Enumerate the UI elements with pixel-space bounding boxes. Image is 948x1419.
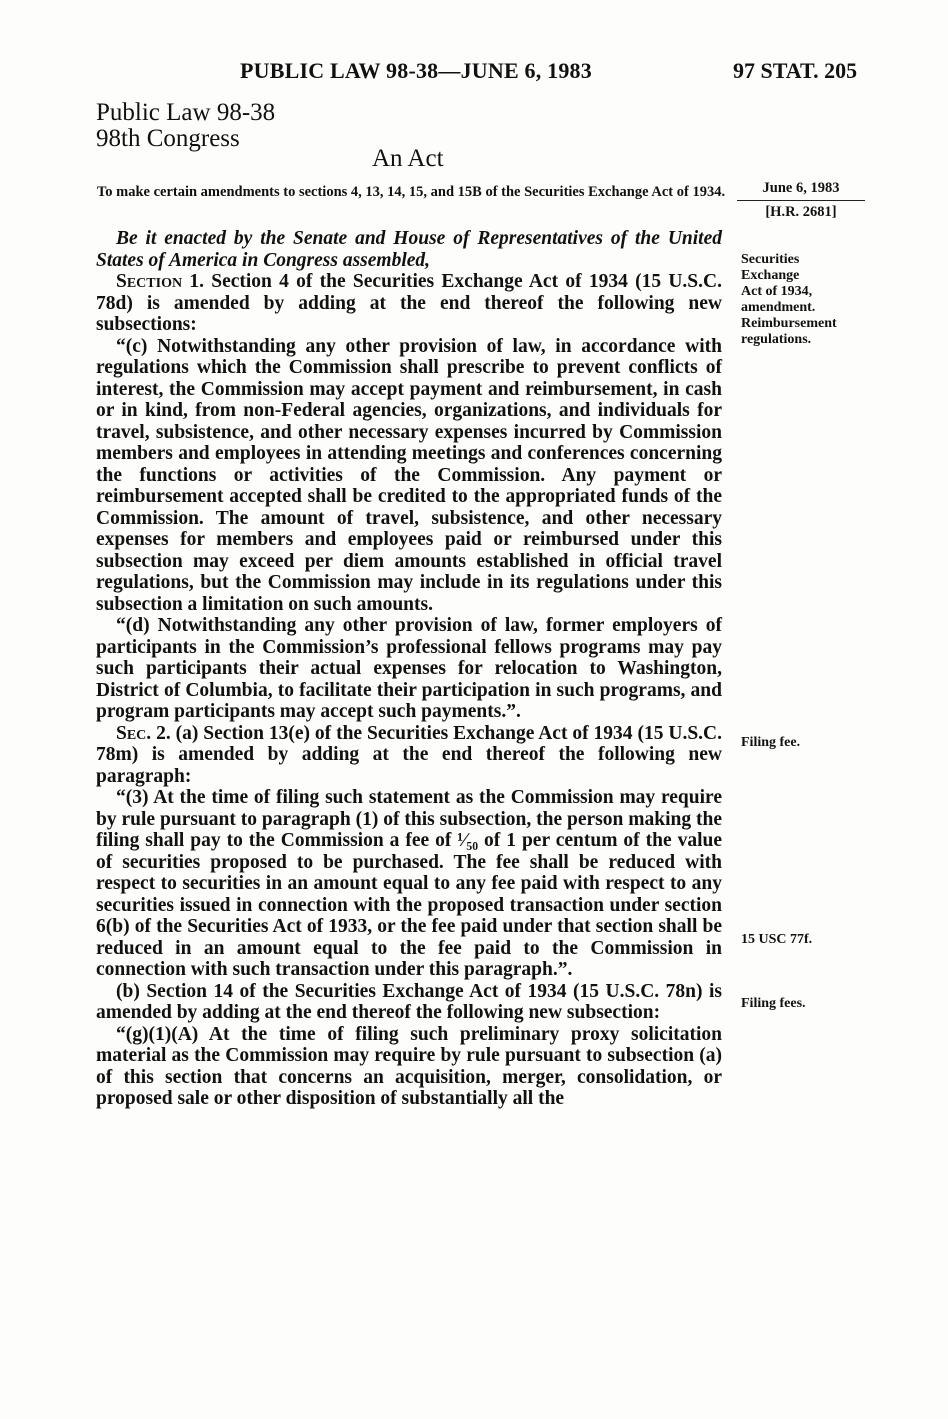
subsection-g: “(g)(1)(A) At the time of filing such preliminary proxy solicitation material as the Commission may require by rule pursuant to subsection (a) of this section that concerns an acquisition, merger, consolidation, or proposed sale or other disposition of substantially all the bbox=[96, 1023, 722, 1109]
margin-note-line: Exchange bbox=[741, 268, 800, 283]
subsection-b: (b) Section 14 of the Securities Exchange Act of 1934 (15 U.S.C. 78n) is amended by adding at the end thereof the following new subsection: bbox=[96, 980, 722, 1023]
paragraph-3: “(3) At the time of filing such statement as the Commission may require by rule pursuant to paragraph (1) of this subsection, the person making the filing shall pay to the Commission a fee of ¹⁄₅₀ of 1 per centum of the value of securities proposed to be purchased. The fee shall be reduced with respect to securities in an amount equal to any fee paid with respect to any securities issued in connection with the proposed transaction under section 6(b) of the Securities Act of 1933, or the fee paid under that section shall be reduced in an amount equal to the fee paid to the Commission in connection with such transaction under this paragraph.”. bbox=[96, 787, 722, 980]
margin-note-amendment bbox=[741, 252, 941, 348]
subsection-c: “(c) Notwithstanding any other provision of law, in accordance with regulations which the Commission shall prescribe to prevent conflicts of interest, the Commission may accept payment and reimbursement, in cash or in kind, from non-Federal agencies, organizations, and individuals for travel, subsistence, and other necessary expenses incurred by Commission members and employees in attending meetings and conferences concerning the functions or activities of the Commission. Any payment or reimbursement accepted shall be credited to the appropriated funds of the Commission. The amount of travel, subsistence, and other necessary expenses for members and employees paid or reimbursed under this subsection may exceed per diem amounts established in official travel regulations, but the Commission may include in its regulations under this subsection a limitation on such amounts. bbox=[96, 335, 722, 615]
enactment-date: June 6, 1983 bbox=[737, 180, 865, 201]
law-identification bbox=[96, 100, 275, 152]
section-2 bbox=[96, 723, 722, 788]
statute-body bbox=[96, 228, 722, 1110]
section-2-text: 2. (a) Section 13(e) of the Securities Exchange Act of 1934 (15 U.S.C. 78m) is amended by adding at the end thereof the following new paragraph: bbox=[96, 722, 722, 787]
act-label: An Act bbox=[372, 145, 444, 172]
enacting-clause: Be it enacted by the Senate and House of Representatives of the United States of America in Congress assembled, bbox=[96, 228, 722, 271]
margin-note-line: regulations. bbox=[741, 332, 812, 347]
dateline bbox=[737, 180, 865, 221]
running-title: PUBLIC LAW 98-38—JUNE 6, 1983 bbox=[240, 58, 592, 83]
margin-note-filing-fees: Filing fees. bbox=[741, 996, 806, 1011]
bill-number: [H.R. 2681] bbox=[765, 204, 837, 220]
section-1 bbox=[96, 271, 722, 336]
act-purpose: To make certain amendments to sections 4, 13, 14, 15, and 15B of the Securities Exchange Act of 1934. bbox=[96, 184, 726, 200]
margin-note-line: Securities bbox=[741, 252, 800, 267]
subsection-d: “(d) Notwithstanding any other provision of law, former employers of participants in the Commission’s professional fellows programs may pay such participants their actual expenses for relocation to Washington, District of Columbia, to facilitate their participation in such programs, and program participants may accept such payments.”. bbox=[96, 615, 722, 722]
margin-note-usc-cite: 15 USC 77f. bbox=[741, 932, 813, 947]
statute-citation: 97 STAT. 205 bbox=[733, 58, 858, 83]
margin-note-line: Act of 1934, bbox=[741, 284, 813, 299]
congress-label: 98th Congress bbox=[96, 125, 240, 152]
margin-note-line: amendment. bbox=[741, 300, 816, 315]
section-2-label: Sec. bbox=[116, 722, 152, 744]
public-law-number: Public Law 98-38 bbox=[96, 99, 276, 126]
section-1-label: Section bbox=[116, 271, 183, 292]
margin-note-filing-fee: Filing fee. bbox=[741, 735, 801, 750]
margin-note-line: Reimbursement bbox=[741, 316, 837, 331]
section-1-text: 1. Section 4 of the Securities Exchange Act of 1934 (15 U.S.C. 78d) is amended by adding at the end thereof the following new subsections: bbox=[96, 271, 722, 335]
